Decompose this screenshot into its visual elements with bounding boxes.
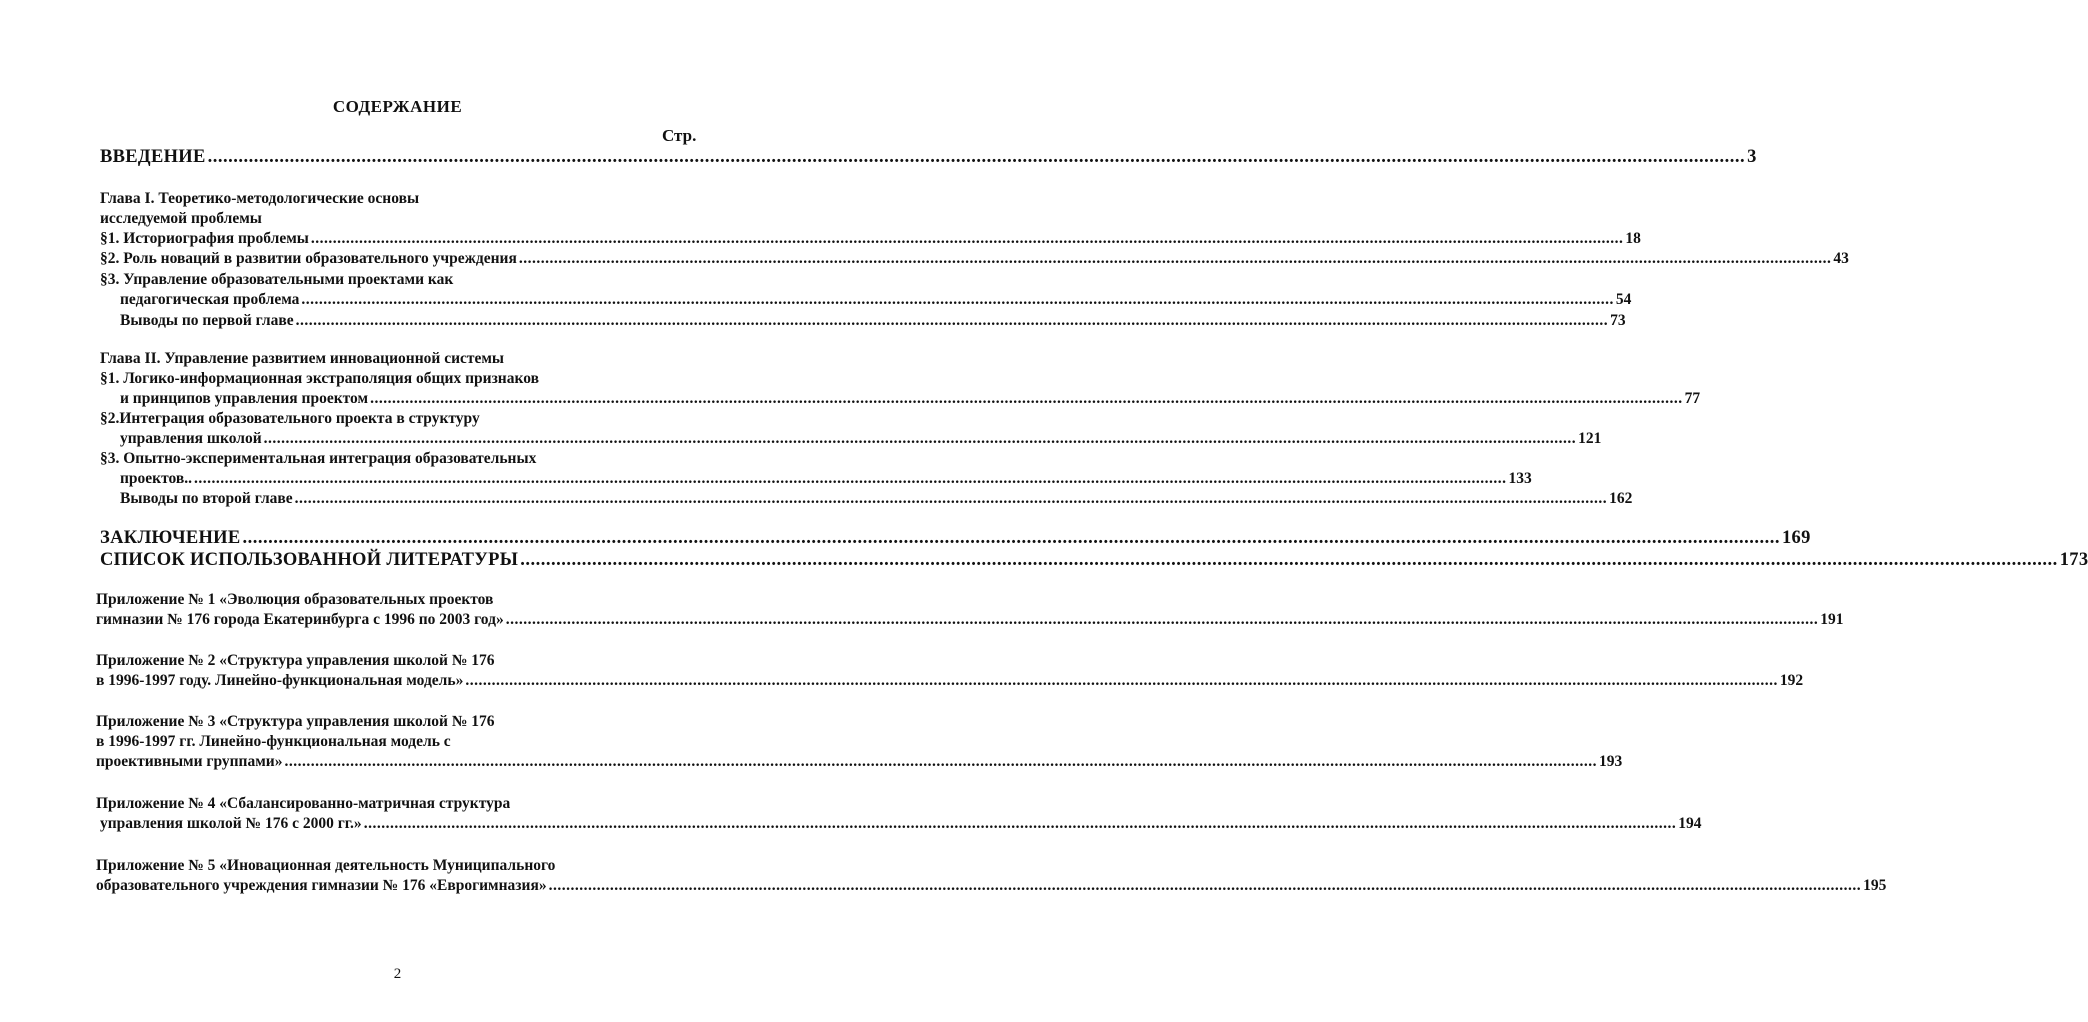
chapter1-title-line1: Глава I. Теоретико-методологические основы	[100, 190, 420, 207]
toc-entry-page: 133	[1508, 470, 1532, 487]
leader-dots: ............................................................................................................................................................................................................................................................................................................	[505, 611, 1819, 628]
toc-entry-appendix-4	[100, 814, 1702, 834]
leader-dots: ............................................................................................................................................................................................................................................................................................................	[207, 147, 1746, 167]
toc-entry-page: 192	[1779, 672, 1804, 689]
toc-entry-page: 194	[1678, 815, 1702, 832]
toc-entry-page: 162	[1609, 490, 1633, 507]
toc-entry-appendix-5	[96, 876, 1887, 896]
toc-entry-label: ЗАКЛЮЧЕНИЕ	[100, 528, 241, 548]
appendix-2-line1: Приложение № 2 «Структура управления школой № 176	[96, 652, 495, 669]
toc-entry-label: ВВЕДЕНИЕ	[100, 147, 206, 167]
page-number: 2	[393, 966, 402, 982]
page-column-label: Стр.	[662, 126, 697, 145]
toc-entry-ch2-sec3	[120, 469, 1532, 489]
toc-entry-ch2-sec2	[120, 429, 1602, 449]
page-title: СОДЕРЖАНИЕ	[332, 97, 463, 116]
appendix-4-line1: Приложение № 4 «Сбалансированно-матричная структура	[96, 795, 511, 812]
leader-dots: ............................................................................................................................................................................................................................................................................................................	[295, 312, 1609, 329]
toc-entry-page: 169	[1782, 528, 1811, 548]
toc-entry-label: управления школой № 176 с 2000 гг.»	[100, 815, 362, 832]
toc-entry-page: 193	[1598, 753, 1623, 770]
toc-entry-label: управления школой	[120, 430, 262, 447]
leader-dots: ............................................................................................................................................................................................................................................................................................................	[301, 291, 1614, 308]
appendix-3-line1: Приложение № 3 «Структура управления школой № 176	[96, 713, 495, 730]
leader-dots: ............................................................................................................................................................................................................................................................................................................	[520, 550, 2058, 570]
ch2-sec1-line1: §1. Логико-информационная экстраполяция общих признаков	[100, 370, 539, 387]
leader-dots: ............................................................................................................................................................................................................................................................................................................	[263, 430, 1577, 447]
toc-entry-label: §1. Историография проблемы	[100, 230, 309, 247]
leader-dots: ............................................................................................................................................................................................................................................................................................................	[294, 490, 1608, 507]
toc-entry-label: §2. Роль новаций в развитии образовательного учреждения	[100, 250, 517, 267]
toc-entry-ch1-sec2	[100, 249, 1849, 269]
appendix-3-line2: в 1996-1997 гг. Линейно-функциональная модель с	[96, 733, 451, 750]
toc-entry-ch1-sec1	[100, 229, 1641, 249]
leader-dots: ............................................................................................................................................................................................................................................................................................................	[194, 470, 1507, 487]
toc-entry-literature	[100, 550, 2088, 570]
toc-entry-appendix-3	[96, 752, 1623, 772]
toc-entry-ch1-conclusions	[120, 311, 1626, 331]
appendix-1-line1: Приложение № 1 «Эволюция образовательных проектов	[96, 591, 494, 608]
ch2-sec2-line1: §2.Интеграция образовательного проекта в структуру	[100, 410, 480, 427]
toc-entry-label: Выводы по первой главе	[120, 312, 294, 329]
toc-entry-page: 3	[1747, 147, 1757, 167]
toc-entry-page: 195	[1863, 877, 1887, 894]
toc-entry-label: проективными группами»	[96, 753, 283, 770]
toc-entry-ch2-sec1	[120, 389, 1701, 409]
toc-entry-label: гимназии № 176 города Екатеринбурга с 1996 по 2003 год»	[96, 611, 504, 628]
leader-dots: ............................................................................................................................................................................................................................................................................................................	[310, 230, 1624, 247]
leader-dots: ............................................................................................................................................................................................................................................................................................................	[370, 390, 1683, 407]
ch2-sec3-line1: §3. Опытно-экспериментальная интеграция образовательных	[100, 450, 537, 467]
appendix-5-line1: Приложение № 5 «Иновационная деятельность Муниципального	[96, 857, 556, 874]
ch1-sec3-line1: §3. Управление образовательными проектами как	[100, 271, 454, 288]
toc-entry-conclusion	[100, 528, 1811, 548]
toc-entry-ch2-conclusions	[120, 489, 1633, 509]
leader-dots: ............................................................................................................................................................................................................................................................................................................	[363, 815, 1677, 832]
toc-entry-label: Выводы по второй главе	[120, 490, 293, 507]
leader-dots: ............................................................................................................................................................................................................................................................................................................	[548, 877, 1862, 894]
toc-entry-appendix-2	[96, 671, 1804, 691]
toc-entry-appendix-1	[96, 610, 1844, 630]
toc-entry-page: 191	[1820, 611, 1844, 628]
toc-entry-page: 77	[1684, 390, 1701, 407]
toc-entry-label: СПИСОК ИСПОЛЬЗОВАННОЙ ЛИТЕРАТУРЫ	[100, 550, 519, 570]
toc-entry-label: проектов..	[120, 470, 193, 487]
chapter1-title-line2: исследуемой проблемы	[100, 210, 262, 227]
toc-entry-page: 54	[1615, 291, 1632, 308]
toc-entry-page: 121	[1578, 430, 1602, 447]
chapter2-title: Глава II. Управление развитием инновационной системы	[100, 350, 505, 367]
toc-entry-page: 73	[1610, 312, 1626, 329]
toc-entry-label: педагогическая проблема	[120, 291, 300, 308]
toc-entry-page: 173	[2059, 550, 2088, 570]
leader-dots: ............................................................................................................................................................................................................................................................................................................	[284, 753, 1597, 770]
leader-dots: ............................................................................................................................................................................................................................................................................................................	[465, 672, 1778, 689]
leader-dots: ............................................................................................................................................................................................................................................................................................................	[242, 528, 1780, 548]
toc-entry-intro	[100, 147, 1757, 167]
toc-entry-ch1-sec3	[120, 290, 1632, 310]
toc-entry-label: и принципов управления проектом	[120, 390, 369, 407]
toc-entry-label: в 1996-1997 году. Линейно-функциональная модель»	[96, 672, 464, 689]
toc-entry-page: 18	[1625, 230, 1641, 247]
toc-entry-label: образовательного учреждения гимназии № 176 «Еврогимназия»	[96, 877, 547, 894]
toc-entry-page: 43	[1833, 250, 1849, 267]
leader-dots: ............................................................................................................................................................................................................................................................................................................	[518, 250, 1832, 267]
